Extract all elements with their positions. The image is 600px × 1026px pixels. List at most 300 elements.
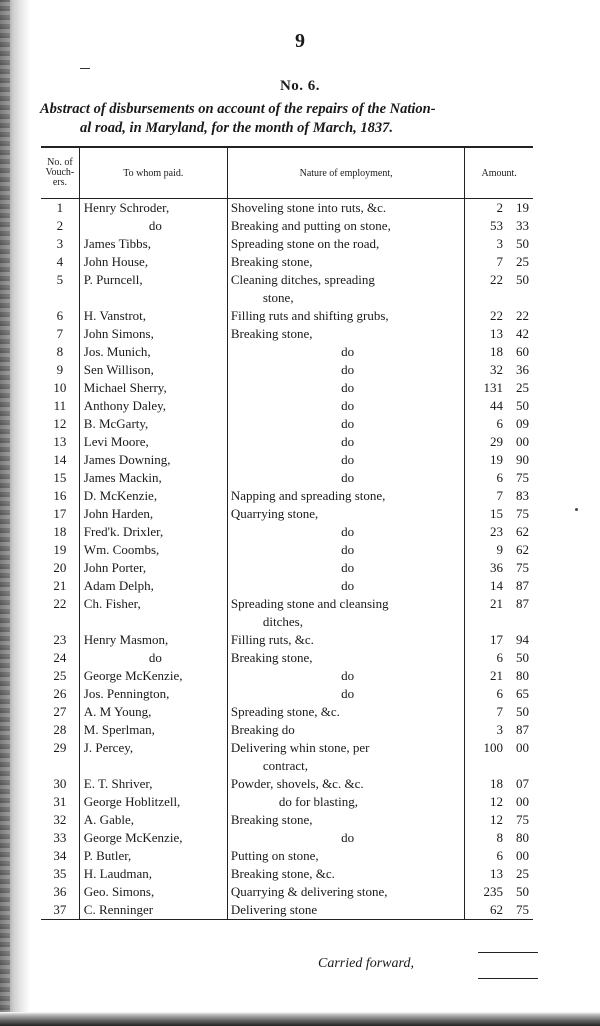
nature-line: Breaking and putting on stone, (230, 218, 391, 233)
amount-cents: 25 (516, 254, 529, 269)
voucher-number: 37 (41, 901, 79, 920)
table-row (41, 307, 533, 325)
nature-of-employment (227, 433, 464, 451)
nature-line: stone, (262, 290, 294, 305)
nature-of-employment (227, 811, 464, 829)
amount-cents: 00 (516, 434, 529, 449)
table-row (41, 883, 533, 901)
voucher-number: 5 (41, 271, 79, 307)
amount-dollars: 32 (490, 362, 503, 377)
payee-name: J. Percey, (79, 739, 227, 775)
voucher-number: 27 (41, 703, 79, 721)
amount-cell (465, 631, 533, 649)
amount-cell (465, 235, 533, 253)
amount-dollars: 18 (490, 344, 503, 359)
amount-dollars: 12 (490, 812, 503, 827)
payee-name: Jos. Pennington, (79, 685, 227, 703)
voucher-number: 22 (41, 595, 79, 631)
amount-cents: 33 (516, 218, 529, 233)
table-row (41, 793, 533, 811)
table-row (41, 253, 533, 271)
voucher-number: 9 (41, 361, 79, 379)
amount-dollars: 235 (483, 884, 503, 899)
amount-cents: 50 (516, 236, 529, 251)
voucher-number: 11 (41, 397, 79, 415)
nature-of-employment (227, 325, 464, 343)
amount-dollars: 13 (490, 326, 503, 341)
amount-cell (465, 541, 533, 559)
voucher-number: 14 (41, 451, 79, 469)
table-row (41, 217, 533, 235)
nature-line: Breaking do (230, 722, 295, 737)
payee-name: James Mackin, (79, 469, 227, 487)
amount-cell (465, 559, 533, 577)
table-row (41, 577, 533, 595)
payee-name: John Porter, (79, 559, 227, 577)
table-row (41, 775, 533, 793)
nature-of-employment (227, 397, 464, 415)
amount-cell (465, 487, 533, 505)
amount-cents: 87 (516, 578, 529, 593)
divider-mark (80, 68, 90, 69)
nature-line: do (341, 830, 355, 845)
amount-cell (465, 271, 533, 307)
nature-line: do (341, 524, 355, 539)
payee-name: Adam Delph, (79, 577, 227, 595)
voucher-number: 20 (41, 559, 79, 577)
nature-of-employment (227, 721, 464, 739)
table-row (41, 397, 533, 415)
nature-of-employment (227, 253, 464, 271)
amount-cell (465, 361, 533, 379)
table-row (41, 649, 533, 667)
nature-of-employment (227, 415, 464, 433)
amount-cell (465, 379, 533, 397)
amount-dollars: 6 (496, 470, 503, 485)
amount-cents: 00 (516, 794, 529, 809)
amount-cell (465, 595, 533, 631)
total-rule-top (478, 952, 538, 953)
table-row (41, 847, 533, 865)
table-row (41, 739, 533, 775)
payee-name: Jos. Munich, (79, 343, 227, 361)
amount-dollars: 131 (483, 380, 503, 395)
table-row (41, 343, 533, 361)
voucher-number: 17 (41, 505, 79, 523)
nature-line: ditches, (262, 614, 303, 629)
voucher-number: 12 (41, 415, 79, 433)
nature-of-employment (227, 235, 464, 253)
nature-line: Filling ruts, &c. (230, 632, 314, 647)
table-row (41, 901, 533, 920)
amount-dollars: 18 (490, 776, 503, 791)
nature-line: Cleaning ditches, spreading (230, 272, 375, 287)
voucher-number: 34 (41, 847, 79, 865)
nature-of-employment (227, 667, 464, 685)
payee-name: Wm. Coombs, (79, 541, 227, 559)
amount-dollars: 6 (496, 650, 503, 665)
amount-cell (465, 469, 533, 487)
nature-line: do (341, 560, 355, 575)
nature-line: do (341, 344, 355, 359)
amount-dollars: 3 (496, 236, 503, 251)
amount-cents: 80 (516, 830, 529, 845)
table-row (41, 541, 533, 559)
amount-dollars: 7 (496, 488, 503, 503)
nature-of-employment (227, 469, 464, 487)
table-row (41, 523, 533, 541)
amount-cents: 50 (516, 272, 529, 287)
table-row (41, 487, 533, 505)
amount-cell (465, 433, 533, 451)
voucher-number: 16 (41, 487, 79, 505)
voucher-number: 35 (41, 865, 79, 883)
amount-dollars: 7 (496, 704, 503, 719)
nature-line: Breaking stone, &c. (230, 866, 335, 881)
amount-cents: 62 (516, 524, 529, 539)
amount-cents: 50 (516, 704, 529, 719)
payee-name: Ch. Fisher, (79, 595, 227, 631)
nature-of-employment (227, 793, 464, 811)
amount-cell (465, 883, 533, 901)
voucher-number: 18 (41, 523, 79, 541)
amount-cell (465, 325, 533, 343)
amount-dollars: 36 (490, 560, 503, 575)
payee-name: do (79, 217, 227, 235)
nature-of-employment (227, 379, 464, 397)
amount-cell (465, 523, 533, 541)
amount-dollars: 13 (490, 866, 503, 881)
table-row (41, 325, 533, 343)
amount-dollars: 12 (490, 794, 503, 809)
nature-of-employment (227, 505, 464, 523)
payee-name: Levi Moore, (79, 433, 227, 451)
nature-line: do (341, 578, 355, 593)
amount-cents: 07 (516, 776, 529, 791)
nature-line: Quarrying stone, (230, 506, 319, 521)
header-nature-of-employment: Nature of employment, (227, 147, 464, 199)
amount-cents: 75 (516, 560, 529, 575)
payee-name: Anthony Daley, (79, 397, 227, 415)
amount-cents: 00 (516, 740, 529, 755)
amount-cell (465, 847, 533, 865)
voucher-number: 6 (41, 307, 79, 325)
amount-dollars: 22 (490, 272, 503, 287)
amount-cents: 42 (516, 326, 529, 341)
amount-cents: 80 (516, 668, 529, 683)
amount-cents: 65 (516, 686, 529, 701)
amount-dollars: 6 (496, 848, 503, 863)
header-no-line-3: ers. (52, 177, 67, 188)
amount-dollars: 3 (496, 722, 503, 737)
nature-line: Spreading stone on the road, (230, 236, 380, 251)
amount-cents: 50 (516, 884, 529, 899)
payee-name: P. Purncell, (79, 271, 227, 307)
amount-cents: 75 (516, 902, 529, 917)
table-row (41, 721, 533, 739)
voucher-number: 24 (41, 649, 79, 667)
amount-cell (465, 775, 533, 793)
voucher-number: 4 (41, 253, 79, 271)
nature-of-employment (227, 865, 464, 883)
amount-dollars: 62 (490, 902, 503, 917)
table-row (41, 451, 533, 469)
table-row (41, 199, 533, 218)
table-row (41, 595, 533, 631)
nature-of-employment (227, 649, 464, 667)
amount-cents: 60 (516, 344, 529, 359)
amount-cents: 62 (516, 542, 529, 557)
table-row (41, 361, 533, 379)
payee-name: A. Gable, (79, 811, 227, 829)
amount-cell (465, 685, 533, 703)
amount-dollars: 23 (490, 524, 503, 539)
amount-dollars: 53 (490, 218, 503, 233)
ink-speck (575, 508, 578, 511)
document-title (40, 100, 550, 138)
amount-dollars: 9 (496, 542, 503, 557)
amount-dollars: 14 (490, 578, 503, 593)
payee-name: George McKenzie, (79, 667, 227, 685)
voucher-number: 30 (41, 775, 79, 793)
nature-line: Filling ruts and shifting grubs, (230, 308, 389, 323)
amount-dollars: 17 (490, 632, 503, 647)
amount-dollars: 15 (490, 506, 503, 521)
header-amount: Amount. (465, 147, 533, 199)
amount-dollars: 19 (490, 452, 503, 467)
header-no-line-1: No. of (47, 157, 73, 168)
amount-cell (465, 793, 533, 811)
amount-cell (465, 505, 533, 523)
amount-cell (465, 721, 533, 739)
nature-line: Breaking stone, (230, 650, 313, 665)
nature-line: Delivering stone (230, 902, 318, 917)
payee-name: John Harden, (79, 505, 227, 523)
payee-name: Geo. Simons, (79, 883, 227, 901)
amount-dollars: 6 (496, 686, 503, 701)
amount-cents: 83 (516, 488, 529, 503)
table-row (41, 271, 533, 307)
payee-name: do (79, 649, 227, 667)
nature-line: Spreading stone, &c. (230, 704, 340, 719)
table-row (41, 235, 533, 253)
amount-dollars: 6 (496, 416, 503, 431)
amount-cents: 87 (516, 596, 529, 611)
nature-of-employment (227, 217, 464, 235)
voucher-number: 33 (41, 829, 79, 847)
payee-name: Henry Schroder, (79, 199, 227, 218)
nature-of-employment (227, 739, 464, 775)
nature-line: do (341, 434, 355, 449)
nature-of-employment (227, 307, 464, 325)
voucher-number: 36 (41, 883, 79, 901)
header-no-line-2: Vouch- (45, 167, 75, 178)
nature-line: do (341, 452, 355, 467)
amount-dollars: 22 (490, 308, 503, 323)
header-to-whom-paid: To whom paid. (79, 147, 227, 199)
nature-line: Breaking stone, (230, 812, 313, 827)
payee-name: C. Renninger (79, 901, 227, 920)
payee-name: E. T. Shriver, (79, 775, 227, 793)
nature-of-employment (227, 199, 464, 218)
voucher-number: 7 (41, 325, 79, 343)
page-number: 9 (295, 30, 305, 52)
nature-of-employment (227, 595, 464, 631)
amount-cents: 75 (516, 470, 529, 485)
amount-cents: 90 (516, 452, 529, 467)
amount-dollars: 21 (490, 596, 503, 611)
nature-of-employment (227, 703, 464, 721)
amount-cell (465, 415, 533, 433)
nature-line: do (341, 380, 355, 395)
amount-cell (465, 667, 533, 685)
amount-cents: 75 (516, 506, 529, 521)
payee-name: P. Butler, (79, 847, 227, 865)
nature-line: do (341, 398, 355, 413)
amount-cell (465, 199, 533, 218)
payee-name: H. Laudman, (79, 865, 227, 883)
voucher-number: 23 (41, 631, 79, 649)
amount-cell (465, 253, 533, 271)
table-row (41, 703, 533, 721)
nature-of-employment (227, 577, 464, 595)
voucher-number: 8 (41, 343, 79, 361)
nature-line: Powder, shovels, &c. &c. (230, 776, 364, 791)
voucher-number: 29 (41, 739, 79, 775)
table-row (41, 829, 533, 847)
nature-line: Breaking stone, (230, 254, 313, 269)
payee-name: John Simons, (79, 325, 227, 343)
nature-of-employment (227, 487, 464, 505)
voucher-number: 28 (41, 721, 79, 739)
nature-line: Quarrying & delivering stone, (230, 884, 388, 899)
amount-dollars: 8 (496, 830, 503, 845)
amount-cents: 19 (516, 200, 529, 215)
amount-dollars: 21 (490, 668, 503, 683)
nature-line: Napping and spreading stone, (230, 488, 386, 503)
payee-name: A. M Young, (79, 703, 227, 721)
nature-of-employment (227, 343, 464, 361)
voucher-number: 21 (41, 577, 79, 595)
amount-dollars: 29 (490, 434, 503, 449)
amount-cents: 94 (516, 632, 529, 647)
voucher-number: 2 (41, 217, 79, 235)
amount-cents: 87 (516, 722, 529, 737)
nature-line: Spreading stone and cleansing (230, 596, 389, 611)
amount-cents: 50 (516, 398, 529, 413)
amount-cell (465, 901, 533, 920)
amount-dollars: 2 (496, 200, 503, 215)
amount-cents: 25 (516, 380, 529, 395)
table-row (41, 811, 533, 829)
nature-of-employment (227, 631, 464, 649)
document-number: No. 6. (279, 78, 321, 94)
nature-line: Breaking stone, (230, 326, 313, 341)
amount-cell (465, 703, 533, 721)
nature-line: contract, (262, 758, 308, 773)
payee-name: Sen Willison, (79, 361, 227, 379)
table-row (41, 559, 533, 577)
table-header-row (41, 147, 533, 199)
nature-of-employment (227, 559, 464, 577)
nature-of-employment (227, 271, 464, 307)
amount-cell (465, 343, 533, 361)
title-line-1: Abstract of disbursements on account of the repairs of the Nation- (40, 101, 436, 117)
amount-cell (465, 217, 533, 235)
nature-line: do (341, 668, 355, 683)
payee-name: George McKenzie, (79, 829, 227, 847)
table-row (41, 865, 533, 883)
amount-cents: 09 (516, 416, 529, 431)
payee-name: John House, (79, 253, 227, 271)
amount-cell (465, 865, 533, 883)
title-line-2: al road, in Maryland, for the month of March, 1837. (80, 120, 394, 136)
nature-line: Shoveling stone into ruts, &c. (230, 200, 387, 215)
nature-line: do for blasting, (278, 794, 358, 809)
nature-of-employment (227, 523, 464, 541)
nature-of-employment (227, 847, 464, 865)
nature-line: do (341, 470, 355, 485)
amount-cents: 25 (516, 866, 529, 881)
payee-name: B. McGarty, (79, 415, 227, 433)
nature-of-employment (227, 451, 464, 469)
amount-dollars: 44 (490, 398, 503, 413)
nature-line: do (341, 686, 355, 701)
voucher-number: 10 (41, 379, 79, 397)
amount-cents: 22 (516, 308, 529, 323)
table-row (41, 433, 533, 451)
table-row (41, 379, 533, 397)
voucher-number: 15 (41, 469, 79, 487)
payee-name: Michael Sherry, (79, 379, 227, 397)
payee-name: George Hoblitzell, (79, 793, 227, 811)
payee-name: Fred'k. Drixler, (79, 523, 227, 541)
nature-line: do (341, 362, 355, 377)
voucher-number: 32 (41, 811, 79, 829)
voucher-number: 25 (41, 667, 79, 685)
amount-cell (465, 811, 533, 829)
voucher-number: 1 (41, 199, 79, 218)
nature-of-employment (227, 361, 464, 379)
book-spine-binding (0, 0, 10, 1026)
amount-cell (465, 397, 533, 415)
amount-cell (465, 649, 533, 667)
payee-name: M. Sperlman, (79, 721, 227, 739)
nature-line: Delivering whin stone, per (230, 740, 370, 755)
nature-line: do (341, 416, 355, 431)
amount-cell (465, 739, 533, 775)
nature-of-employment (227, 685, 464, 703)
table-row (41, 667, 533, 685)
amount-cell (465, 451, 533, 469)
nature-of-employment (227, 541, 464, 559)
voucher-number: 19 (41, 541, 79, 559)
table-body (41, 199, 533, 920)
total-rule-bottom (478, 978, 538, 979)
nature-of-employment (227, 901, 464, 920)
voucher-number: 3 (41, 235, 79, 253)
payee-name: James Tibbs, (79, 235, 227, 253)
amount-cell (465, 829, 533, 847)
nature-line: do (341, 542, 355, 557)
amount-cell (465, 577, 533, 595)
nature-of-employment (227, 883, 464, 901)
amount-dollars: 7 (496, 254, 503, 269)
amount-cents: 00 (516, 848, 529, 863)
amount-cents: 50 (516, 650, 529, 665)
amount-cents: 36 (516, 362, 529, 377)
voucher-number: 13 (41, 433, 79, 451)
